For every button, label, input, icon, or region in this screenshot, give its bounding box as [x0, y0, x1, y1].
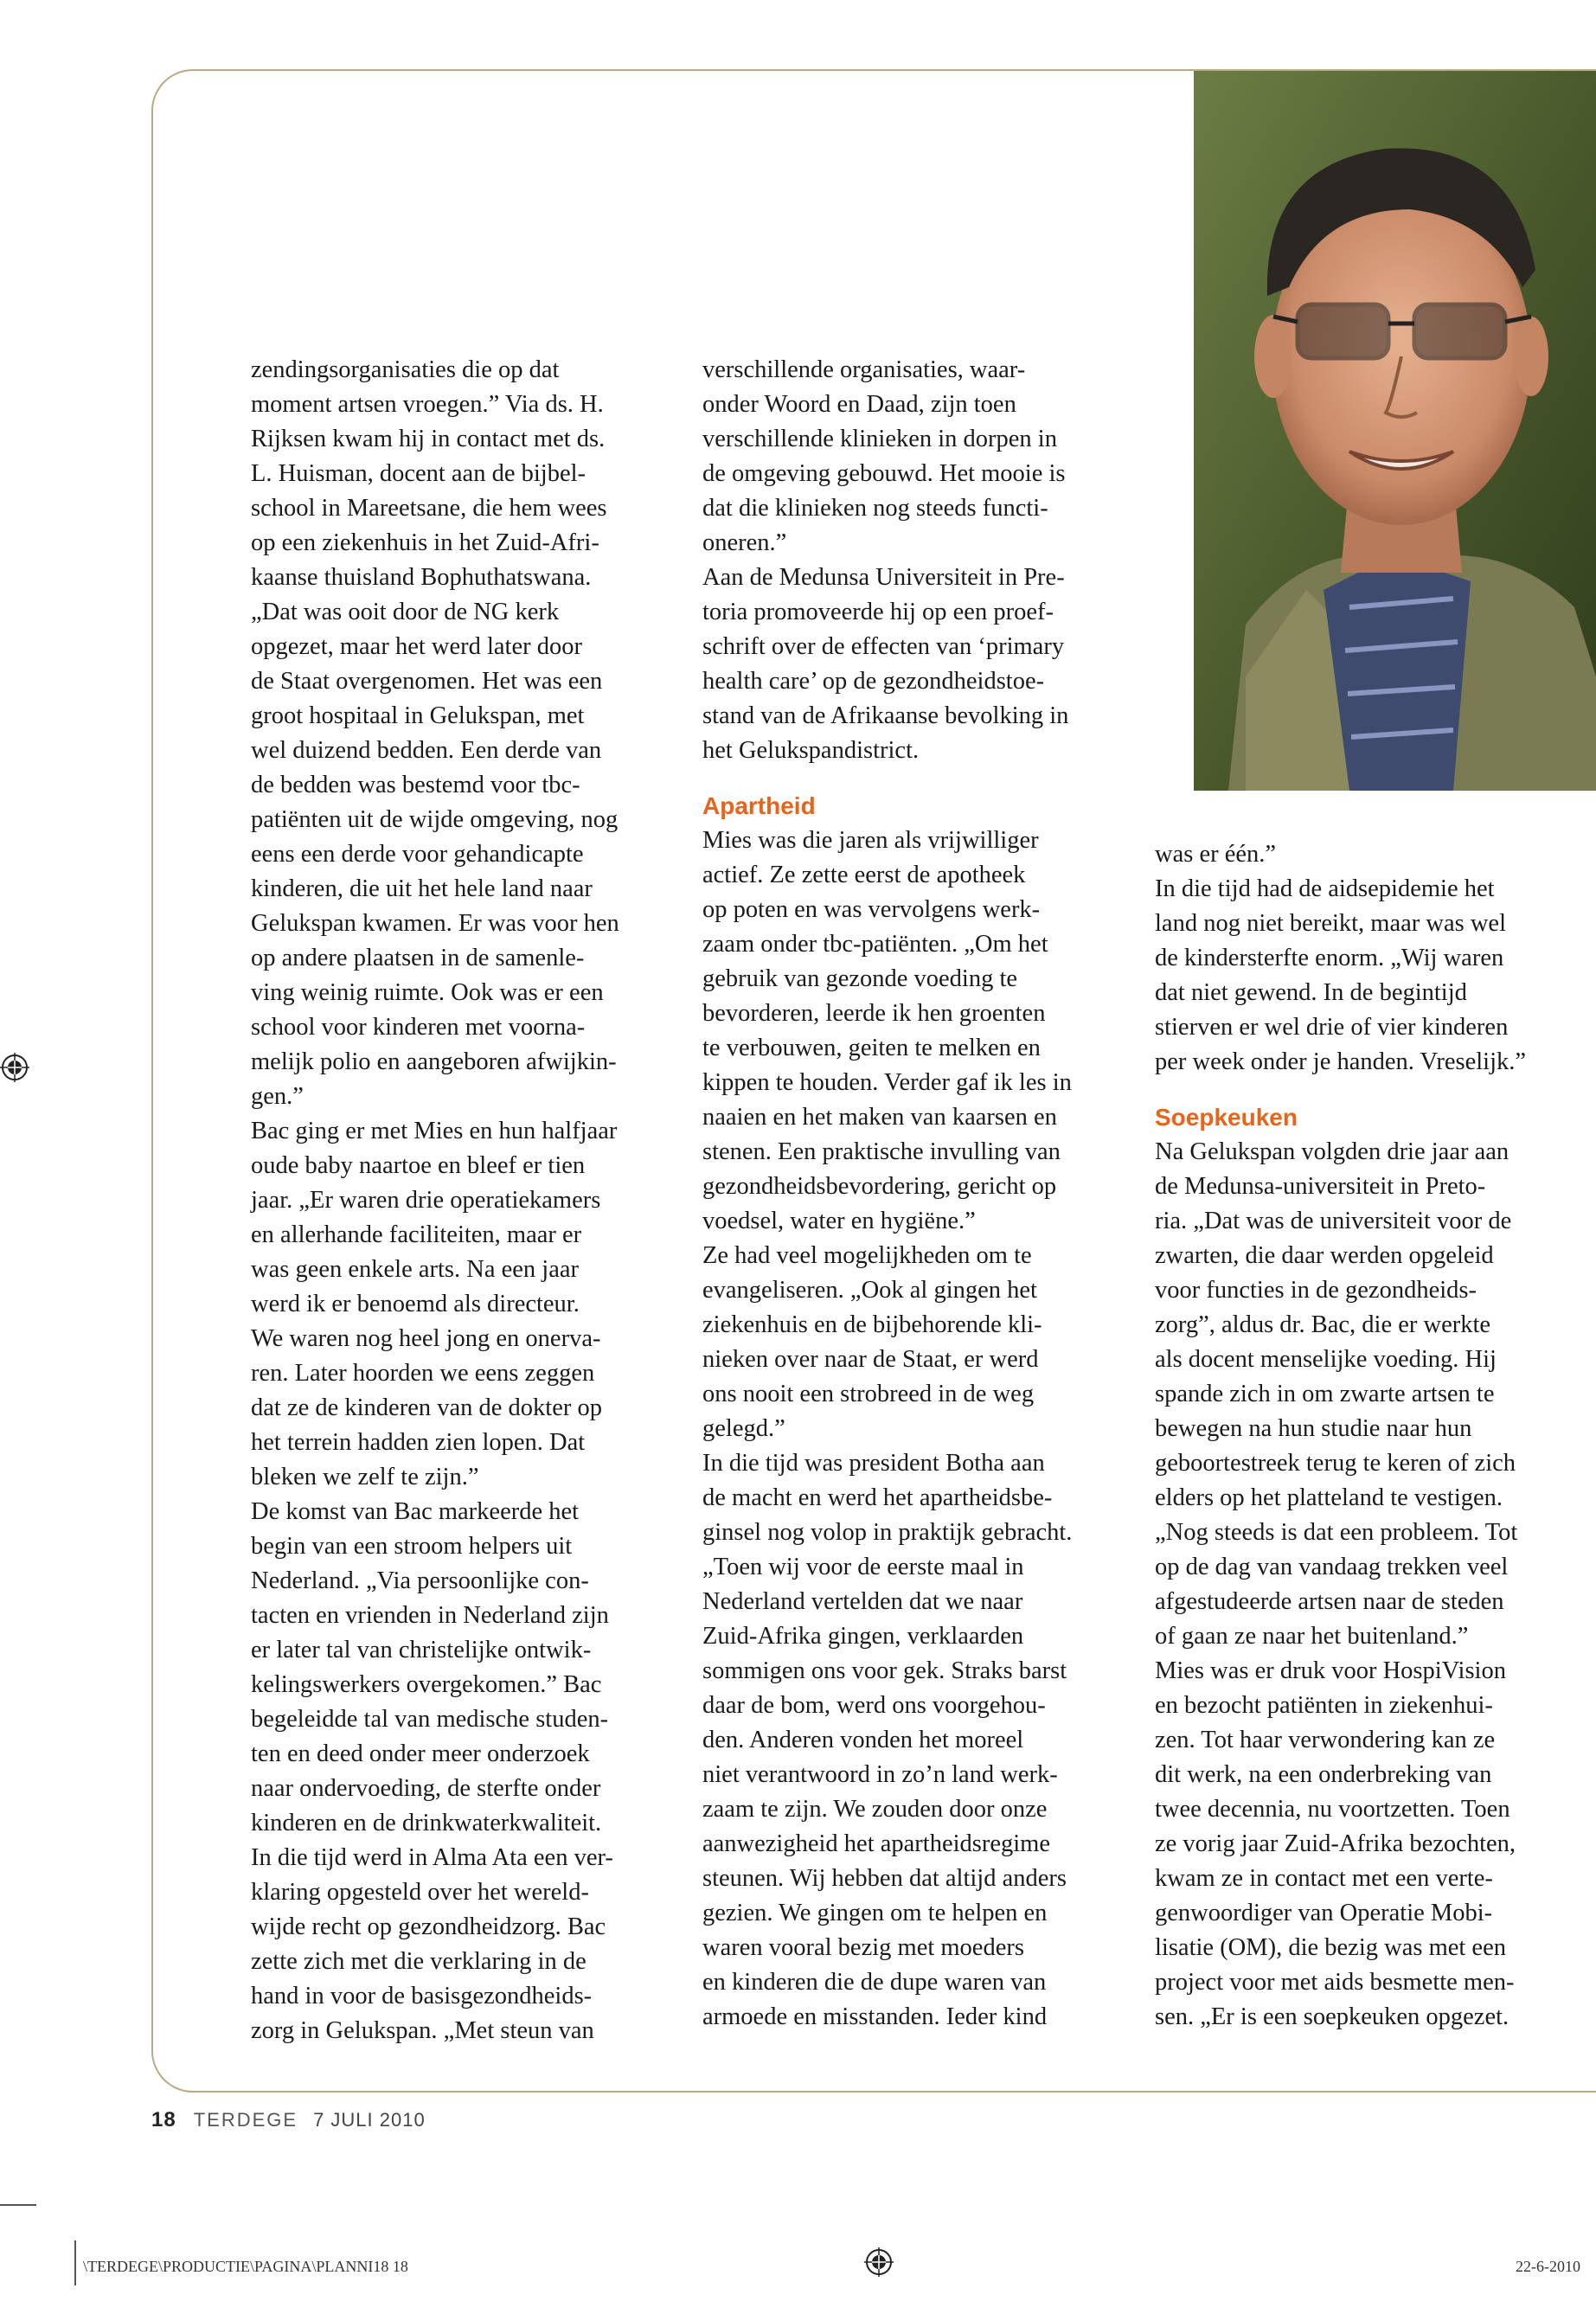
- column-1-line: Gelukspan kwamen. Er was voor hen: [251, 910, 619, 937]
- column-1-line: de Staat overgenomen. Het was een: [251, 668, 603, 695]
- column-2-line: evangeliseren. „Ook al gingen het: [702, 1277, 1037, 1304]
- column-2-line: bevorderen, leerde ik hen groenten: [702, 1000, 1046, 1027]
- column-1-line: dat ze de kinderen van de dokter op: [251, 1394, 602, 1421]
- column-3-line: „Nog steeds is dat een probleem. Tot: [1155, 1519, 1518, 1546]
- column-3-text-intro: [1155, 837, 1596, 1080]
- column-1-line: werd ik er benoemd als directeur.: [251, 1291, 580, 1317]
- column-1-line: ren. Later hoorden we eens zeggen: [251, 1360, 595, 1387]
- column-1-line: We waren nog heel jong en onerva-: [251, 1325, 601, 1352]
- registration-mark-icon: [0, 1053, 29, 1082]
- column-2-line: Ze had veel mogelijkheden om te: [702, 1242, 1032, 1269]
- column-2-line: voedsel, water en hygiëne.”: [702, 1208, 976, 1234]
- crop-mark: [0, 2204, 36, 2206]
- column-2-line: ginsel nog volop in praktijk gebracht.: [702, 1519, 1073, 1546]
- column-1-line: De komst van Bac markeerde het: [251, 1498, 580, 1525]
- column-1-line: Bac ging er met Mies en hun halfjaar: [251, 1118, 618, 1144]
- column-1-line: tacten en vrienden in Nederland zijn: [251, 1602, 609, 1629]
- column-2-text-intro: [702, 353, 1152, 768]
- column-2-line: aanwezigheid het apartheidsregime: [702, 1830, 1050, 1857]
- column-3-line: voor functies in de gezondheids-: [1155, 1277, 1477, 1304]
- column-3: [1155, 837, 1596, 2035]
- column-2-line: op poten en was vervolgens werk-: [702, 896, 1041, 923]
- column-3-line: sen. „Er is een soepkeuken opgezet.: [1155, 2003, 1509, 2030]
- column-2-line: Zuid-Afrika gingen, verklaarden: [702, 1623, 1024, 1650]
- slug-path: \TERDEGE\PRODUCTIE\PAGINA\PLANNI18 18: [83, 2258, 408, 2275]
- column-3-line: Mies was er druk voor HospiVision: [1155, 1657, 1506, 1684]
- column-3-line: kwam ze in contact met een verte-: [1155, 1865, 1493, 1892]
- column-2-text-apartheid: [702, 824, 1152, 2035]
- column-3-line: geboortestreek terug te keren of zich: [1155, 1450, 1516, 1477]
- column-2-line: Nederland vertelden dat we naar: [702, 1588, 1023, 1615]
- column-1-line: kinderen, die uit het hele land naar: [251, 875, 593, 902]
- column-3-line: lisatie (OM), die bezig was met een: [1155, 1934, 1506, 1961]
- column-2-line: waren vooral bezig met moeders: [702, 1934, 1024, 1961]
- column-1-line: kelingswerkers overgekomen.” Bac: [251, 1671, 602, 1698]
- issue-date: 7 JULI 2010: [313, 2109, 426, 2131]
- column-2-line: Mies was die jaren als vrijwilliger: [702, 827, 1039, 854]
- column-2-line: ons nooit een strobreed in de weg: [702, 1381, 1035, 1407]
- column-3-line: In die tijd had de aidsepidemie het: [1155, 875, 1495, 902]
- column-1-line: begeleidde tal van medische studen-: [251, 1706, 609, 1733]
- column-2-line: zaam te zijn. We zouden door onze: [702, 1796, 1048, 1823]
- section-heading-apartheid: Apartheid: [702, 792, 816, 819]
- column-2-line: stand van de Afrikaanse bevolking in: [702, 702, 1069, 729]
- column-2-line: daar de bom, werd ons voorgehou-: [702, 1692, 1046, 1719]
- column-1-line: opgezet, maar het werd later door: [251, 633, 582, 660]
- column-1-line: moment artsen vroegen.” Via ds. H.: [251, 391, 604, 418]
- column-1-line: zorg in Gelukspan. „Met steun van: [251, 2017, 594, 2044]
- column-2-line: steunen. Wij hebben dat altijd anders: [702, 1865, 1067, 1892]
- column-2-line: armoede en misstanden. Ieder kind: [702, 2003, 1048, 2030]
- column-3-line: land nog niet bereikt, maar was wel: [1155, 910, 1506, 937]
- column-3-line: spande zich in om zwarte artsen te: [1155, 1381, 1495, 1407]
- column-2-line: de omgeving gebouwd. Het mooie is: [702, 460, 1066, 487]
- column-2-line: stenen. Een praktische invulling van: [702, 1138, 1061, 1165]
- column-1-line: school in Mareetsane, die hem wees: [251, 495, 607, 522]
- column-1-line: oude baby naartoe en bleef er tien: [251, 1152, 586, 1179]
- column-3-line: zorg”, aldus dr. Bac, die er werkte: [1155, 1311, 1491, 1338]
- column-2-line: Aan de Medunsa Universiteit in Pre-: [702, 564, 1065, 591]
- column-1-line: kaanse thuisland Bophuthatswana.: [251, 564, 592, 591]
- section-heading-soepkeuken: Soepkeuken: [1155, 1104, 1298, 1131]
- column-2-line: toria promoveerde hij op een proef-: [702, 599, 1054, 625]
- column-3-line: of gaan ze naar het buitenland.”: [1155, 1623, 1469, 1650]
- crop-mark: [74, 2240, 76, 2285]
- column-2-line: gezien. We gingen om te helpen en: [702, 1900, 1048, 1926]
- column-1-line: wel duizend bedden. Een derde van: [251, 737, 602, 764]
- column-1-line: op andere plaatsen in de samenle-: [251, 945, 585, 971]
- column-1-line: naar ondervoeding, de sterfte onder: [251, 1775, 601, 1802]
- column-1-line: eens een derde voor gehandicapte: [251, 841, 584, 868]
- column-1-line: de bedden was bestemd voor tbc-: [251, 772, 580, 798]
- column-2-line: het Gelukspandistrict.: [702, 737, 920, 764]
- column-1-line: Nederland. „Via persoonlijke con-: [251, 1567, 589, 1594]
- page-footer: [151, 2108, 426, 2132]
- column-2-line: en kinderen die de dupe waren van: [702, 1969, 1047, 1996]
- column-3-line: elders op het platteland te vestigen.: [1155, 1484, 1503, 1511]
- column-2-line: health care’ op de gezondheidstoe-: [702, 668, 1045, 695]
- column-1-line: school voor kinderen met voorna-: [251, 1014, 586, 1041]
- registration-mark-icon: [864, 2247, 894, 2277]
- column-2-line: zaam onder tbc-patiënten. „Om het: [702, 931, 1048, 958]
- column-3-text-soepkeuken: [1155, 1135, 1596, 2035]
- column-3-line: genwoordiger van Operatie Mobi-: [1155, 1900, 1493, 1926]
- column-1-line: en allerhande faciliteiten, maar er: [251, 1221, 582, 1248]
- column-2-line: onder Woord en Daad, zijn toen: [702, 391, 1016, 418]
- column-1-line: was geen enkele arts. Na een jaar: [251, 1256, 580, 1283]
- column-2-line: ziekenhuis en de bijbehorende kli-: [702, 1311, 1042, 1338]
- column-1-line: „Dat was ooit door de NG kerk: [251, 599, 560, 625]
- column-1-line: jaar. „Er waren drie operatiekamers: [251, 1187, 601, 1214]
- column-2-line: In die tijd was president Botha aan: [702, 1450, 1045, 1477]
- magazine-name: TERDEGE: [193, 2109, 298, 2131]
- column-3-line: afgestudeerde artsen naar de steden: [1155, 1588, 1504, 1615]
- column-1-line: er later tal van christelijke ontwik-: [251, 1637, 592, 1663]
- column-2-line: verschillende organisaties, waar-: [702, 356, 1026, 383]
- column-2-line: nieken over naar de Staat, er werd: [702, 1346, 1039, 1373]
- column-2-line: gezondheidsbevordering, gericht op: [702, 1173, 1057, 1200]
- column-2-line: kippen te houden. Verder gaf ik les in: [702, 1069, 1072, 1096]
- column-3-line: en bezocht patiënten in ziekenhui-: [1155, 1692, 1493, 1719]
- column-2: [702, 353, 1152, 2035]
- column-1-line: groot hospitaal in Gelukspan, met: [251, 702, 585, 729]
- column-3-line: Na Gelukspan volgden drie jaar aan: [1155, 1138, 1509, 1165]
- man-with-glasses-icon: [1194, 71, 1596, 791]
- column-2-line: te verbouwen, geiten te melken en: [702, 1035, 1041, 1061]
- column-1-line: zette zich met die verklaring in de: [251, 1948, 586, 1975]
- column-3-line: bewegen na hun studie naar hun: [1155, 1415, 1472, 1442]
- column-1-line: In die tijd werd in Alma Ata een ver-: [251, 1844, 613, 1871]
- column-3-line: per week onder je handen. Vreselijk.”: [1155, 1048, 1527, 1075]
- column-1-line: het terrein hadden zien lopen. Dat: [251, 1429, 586, 1456]
- column-3-line: ze vorig jaar Zuid-Afrika bezochten,: [1155, 1830, 1516, 1857]
- column-2-line: sommigen ons voor gek. Straks barst: [702, 1657, 1067, 1684]
- page-number: 18: [151, 2108, 176, 2131]
- column-3-line: zwarten, die daar werden opgeleid: [1155, 1242, 1494, 1269]
- column-2-line: dat die klinieken nog steeds functi-: [702, 495, 1048, 522]
- column-3-line: dat niet gewend. In de begintijd: [1155, 979, 1467, 1006]
- column-3-line: zen. Tot haar verwondering kan ze: [1155, 1727, 1496, 1753]
- column-1-line: kinderen en de drinkwaterkwaliteit.: [251, 1810, 602, 1836]
- column-1-line: bleken we zelf te zijn.”: [251, 1464, 479, 1490]
- column-3-line: dit werk, na een onderbreking van: [1155, 1761, 1492, 1788]
- column-2-line: naaien en het maken van kaarsen en: [702, 1104, 1057, 1131]
- column-2-line: gelegd.”: [702, 1415, 785, 1442]
- column-2-line: actief. Ze zette eerst de apotheek: [702, 862, 1026, 888]
- column-3-line: project voor met aids besmette men-: [1155, 1969, 1515, 1996]
- column-1-line: melijk polio en aangeboren afwijkin-: [251, 1048, 617, 1075]
- column-1: [251, 353, 701, 2048]
- portrait-photo: [1194, 71, 1596, 791]
- column-3-line: als docent menselijke voeding. Hij: [1155, 1346, 1497, 1373]
- column-2-line: verschillende klinieken in dorpen in: [702, 426, 1057, 452]
- column-2-line: gebruik van gezonde voeding te: [702, 965, 1018, 992]
- column-2-line: „Toen wij voor de eerste maal in: [702, 1554, 1024, 1580]
- column-3-line: op de dag van vandaag trekken veel: [1155, 1554, 1509, 1580]
- column-1-line: L. Huisman, docent aan de bijbel-: [251, 460, 586, 487]
- column-3-line: stierven er wel drie of vier kinderen: [1155, 1014, 1509, 1041]
- column-1-line: patiënten uit de wijde omgeving, nog: [251, 806, 619, 833]
- column-2-line: den. Anderen vonden het moreel: [702, 1727, 1024, 1753]
- column-3-line: de kindersterfte enorm. „Wij waren: [1155, 945, 1504, 971]
- column-1-line: ten en deed onder meer onderzoek: [251, 1740, 590, 1767]
- column-2-line: oneren.”: [702, 529, 787, 556]
- column-2-line: niet verantwoord in zo’n land werk-: [702, 1761, 1058, 1788]
- column-3-line: ria. „Dat was de universiteit voor de: [1155, 1208, 1512, 1234]
- column-3-line: de Medunsa-universiteit in Preto-: [1155, 1173, 1486, 1200]
- slug-date: 22-6-2010: [1516, 2258, 1580, 2275]
- column-3-line: was er één.”: [1155, 841, 1277, 868]
- column-1-line: hand in voor de basisgezondheids-: [251, 1983, 593, 2009]
- column-1-line: Rijksen kwam hij in contact met ds.: [251, 426, 606, 452]
- column-1-line: gen.”: [251, 1083, 304, 1110]
- column-1-line: wijde recht op gezondheidzorg. Bac: [251, 1913, 606, 1940]
- column-2-line: de macht en werd het apartheidsbe-: [702, 1484, 1053, 1511]
- column-1-line: klaring opgesteld over het wereld-: [251, 1879, 589, 1906]
- column-1-line: ving weinig ruimte. Ook was er een: [251, 979, 604, 1006]
- column-2-line: schrift over de effecten van ‘primary: [702, 633, 1065, 660]
- column-1-line: op een ziekenhuis in het Zuid-Afri-: [251, 529, 599, 556]
- column-1-line: begin van een stroom helpers uit: [251, 1533, 573, 1560]
- column-1-line: zendingsorganisaties die op dat: [251, 356, 560, 383]
- column-3-line: twee decennia, nu voortzetten. Toen: [1155, 1796, 1510, 1823]
